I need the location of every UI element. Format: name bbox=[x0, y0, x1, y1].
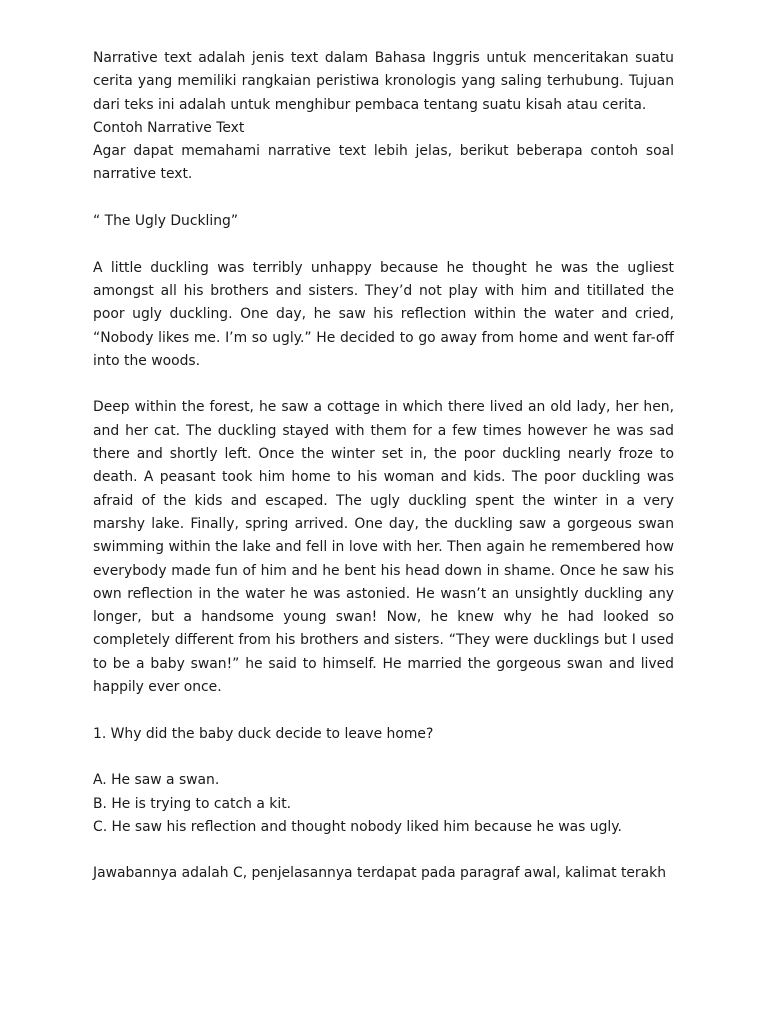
story-title: “ The Ugly Duckling” bbox=[93, 213, 239, 230]
section-heading: Contoh Narrative Text bbox=[93, 119, 245, 136]
option-b: B. He is trying to catch a kit. bbox=[93, 795, 292, 812]
spacer bbox=[93, 699, 674, 722]
intro-lead: Agar dapat memahami narrative text lebih jelas, berikut beberapa contoh soal narrative text. bbox=[93, 143, 674, 183]
story-paragraph-2: Deep within the forest, he saw a cottage in which there lived an old lady, her hen, and her cat. The duckling stayed with them for a few times however he was sad there and shortly left. Once the winter set in, the poor duckling nearly froze to death. A peasant took him home to his woman and kids. The poor duckling was afraid of the kids and escaped. The ugly duckling spent the winter in a very marshy lake. Finally, spring arrived. One day, the duckling saw a gorgeous swan swimming within the lake and fell in love with her. Then again he remembered how everybody made fun of him and he bent his head down in shame. Once he saw his own reflection in the water he was astonied. He wasn’t an unsightly duckling any longer, but a handsome young swan! Now, he knew why he had looked so completely different from his brothers and sisters. “They were ducklings but I used to be a baby swan!” he said to himself. He married the gorgeous swan and lived happily ever once. bbox=[93, 399, 674, 696]
story-paragraph-1: A little duckling was terribly unhappy because he thought he was the ugliest amongst all his brothers and sisters. They’d not play with him and titillated the poor ugly duckling. One day, he saw his reflection within the water and cried, “Nobody likes me. I’m so ugly.” He decided to go away from home and went far-off into the woods. bbox=[93, 259, 674, 369]
spacer bbox=[93, 373, 674, 396]
spacer bbox=[93, 746, 674, 769]
intro-definition: Narrative text adalah jenis text dalam Bahasa Inggris untuk menceritakan suatu cerita yang memiliki rangkaian peristiwa kronologis yang saling terhubung. Tujuan dari teks ini adalah untuk menghibur pembaca tentang suatu kisah atau cerita. bbox=[93, 50, 674, 113]
option-c: C. He saw his reflection and thought nobody liked him because he was ugly. bbox=[93, 818, 622, 835]
answer-text: Jawabannya adalah C, penjelasannya terdapat pada paragraf awal, kalimat terakh bbox=[93, 865, 667, 882]
spacer bbox=[93, 233, 674, 256]
option-a: A. He saw a swan. bbox=[93, 772, 220, 789]
question-text: 1. Why did the baby duck decide to leave home? bbox=[93, 725, 434, 742]
document-page bbox=[93, 47, 674, 886]
spacer bbox=[93, 839, 674, 862]
spacer bbox=[93, 187, 674, 210]
